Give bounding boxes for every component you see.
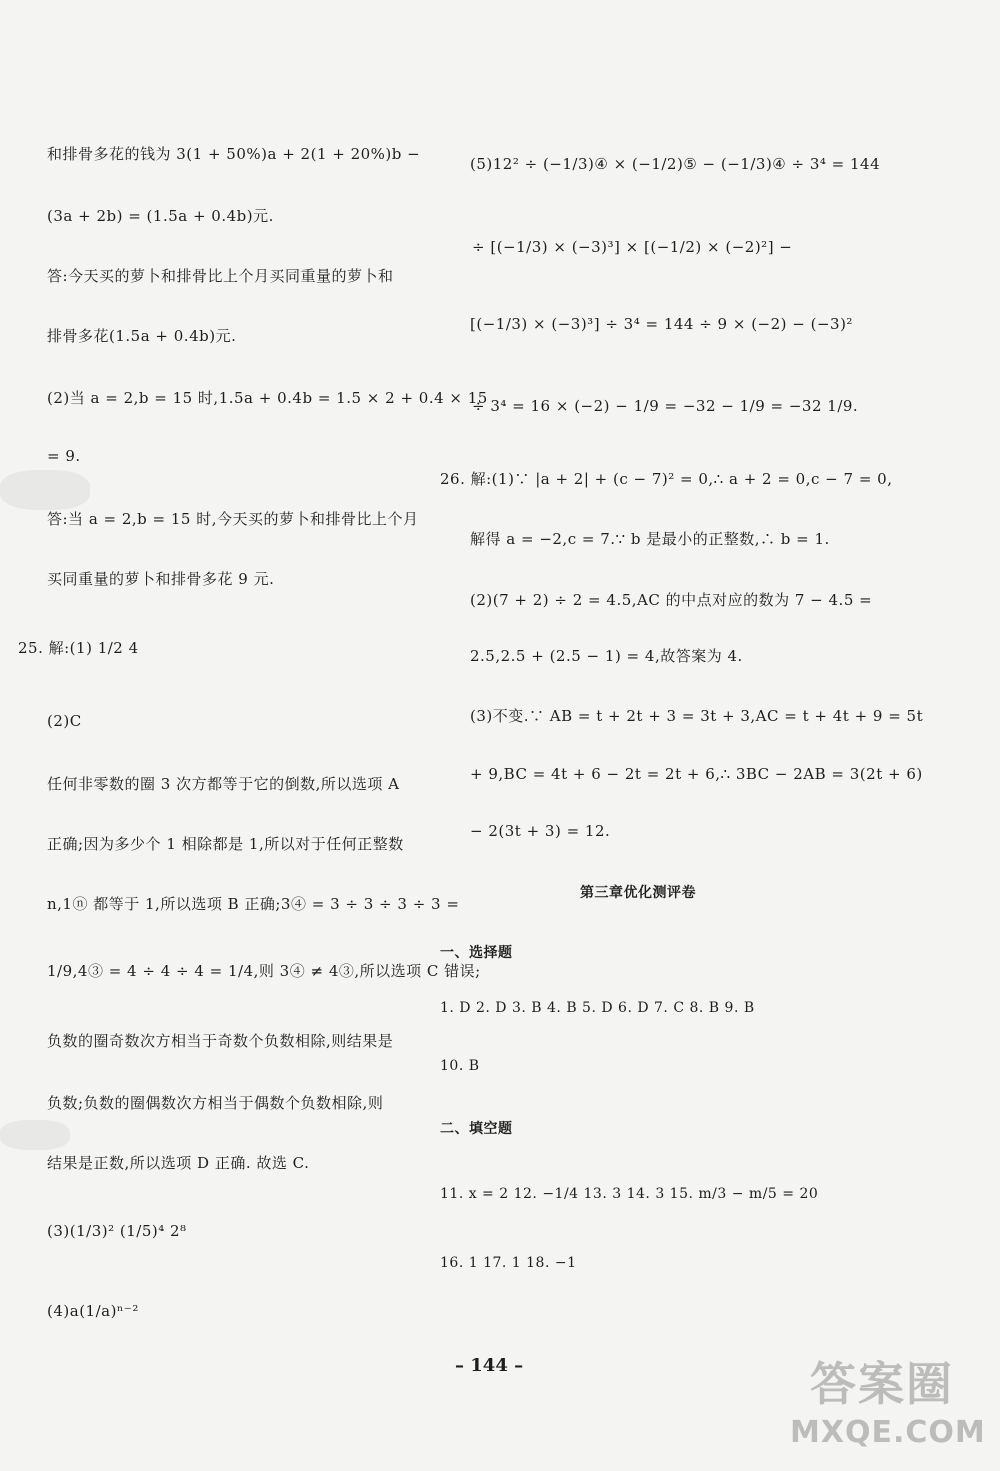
section-title: 第三章优化测评卷	[580, 885, 696, 901]
page-number: – 144 –	[455, 1355, 524, 1376]
scan-smudge	[0, 470, 90, 510]
left-line-16: 负数;负数的圈偶数次方相当于偶数个负数相除,则	[47, 1094, 384, 1112]
right-line-5: 26. 解:(1)∵ |a + 2| + (c − 7)² = 0,∴ a + 2 = 0,c − 7 = 0,	[440, 470, 893, 488]
left-line-4: 排骨多花(1.5a + 0.4b)元.	[47, 327, 237, 345]
right-line-9: (3)不变.∵ AB = t + 2t + 3 = 3t + 3,AC = t + 4t + 9 = 5t	[470, 707, 924, 725]
part1-title: 一、选择题	[440, 945, 513, 961]
left-line-18: (3)(1/3)² (1/5)⁴ 2⁸	[47, 1222, 187, 1240]
watermark-bottom-text: MXQE.COM	[790, 1415, 986, 1450]
right-line-10: + 9,BC = 4t + 6 − 2t = 2t + 6,∴ 3BC − 2AB = 3(2t + 6)	[470, 765, 923, 783]
right-line-11: − 2(3t + 3) = 12.	[470, 822, 611, 840]
left-line-8: 买同重量的萝卜和排骨多花 9 元.	[47, 570, 275, 588]
left-line-7: 答:当 a = 2,b = 15 时,今天买的萝卜和排骨比上个月	[47, 510, 419, 528]
left-line-2: (3a + 2b) = (1.5a + 0.4b)元.	[47, 207, 274, 225]
part2-title: 二、填空题	[440, 1121, 513, 1137]
right-line-2: ÷ [(−1/3) × (−3)³] × [(−1/2) × (−2)²] −	[472, 238, 793, 256]
right-line-4: ÷ 3⁴ = 16 × (−2) − 1/9 = −32 − 1/9 = −32 1/9.	[472, 397, 859, 415]
right-line-1: (5)12² ÷ (−1/3)④ × (−1/2)⑤ − (−1/3)④ ÷ 3⁴ = 144	[470, 155, 881, 173]
left-line-10: (2)C	[47, 712, 82, 730]
watermark-top-text: 答案圈	[810, 1357, 954, 1411]
part2-answers-1: 11. x = 2 12. −1/4 13. 3 14. 3 15. m/3 − m/5 = 20	[440, 1186, 819, 1202]
scan-smudge	[0, 1120, 70, 1150]
left-line-9: 25. 解:(1) 1/2 4	[18, 639, 139, 657]
left-line-14: 1/9,4③ = 4 ÷ 4 ÷ 4 = 1/4,则 3④ ≠ 4③,所以选项 C 错误;	[47, 962, 481, 980]
right-line-3: [(−1/3) × (−3)³] ÷ 3⁴ = 144 ÷ 9 × (−2) − (−3)²	[470, 315, 853, 333]
left-line-11: 任何非零数的圈 3 次方都等于它的倒数,所以选项 A	[47, 775, 400, 793]
left-line-12: 正确;因为多少个 1 相除都是 1,所以对于任何正整数	[47, 835, 404, 853]
right-line-6: 解得 a = −2,c = 7.∵ b 是最小的正整数,∴ b = 1.	[470, 530, 830, 548]
left-line-3: 答:今天买的萝卜和排骨比上个月买同重量的萝卜和	[47, 267, 394, 285]
left-line-13: n,1ⓝ 都等于 1,所以选项 B 正确;3④ = 3 ÷ 3 ÷ 3 ÷ 3 =	[47, 895, 460, 913]
part1-answers-1: 1. D 2. D 3. B 4. B 5. D 6. D 7. C 8. B 9. B	[440, 1000, 755, 1016]
left-line-15: 负数的圈奇数次方相当于奇数个负数相除,则结果是	[47, 1032, 394, 1050]
part2-answers-2: 16. 1 17. 1 18. −1	[440, 1255, 577, 1271]
left-line-17: 结果是正数,所以选项 D 正确. 故选 C.	[47, 1154, 310, 1172]
left-line-19: (4)a(1/a)ⁿ⁻²	[47, 1302, 139, 1320]
right-line-8: 2.5,2.5 + (2.5 − 1) = 4,故答案为 4.	[470, 647, 743, 665]
right-line-7: (2)(7 + 2) ÷ 2 = 4.5,AC 的中点对应的数为 7 − 4.5 =	[470, 591, 873, 609]
left-line-5: (2)当 a = 2,b = 15 时,1.5a + 0.4b = 1.5 × 2 + 0.4 × 15	[47, 389, 488, 407]
left-line-6: = 9.	[47, 447, 81, 465]
left-line-1: 和排骨多花的钱为 3(1 + 50%)a + 2(1 + 20%)b −	[47, 145, 421, 163]
watermark-logo	[790, 1343, 990, 1463]
part1-answers-2: 10. B	[440, 1058, 480, 1074]
